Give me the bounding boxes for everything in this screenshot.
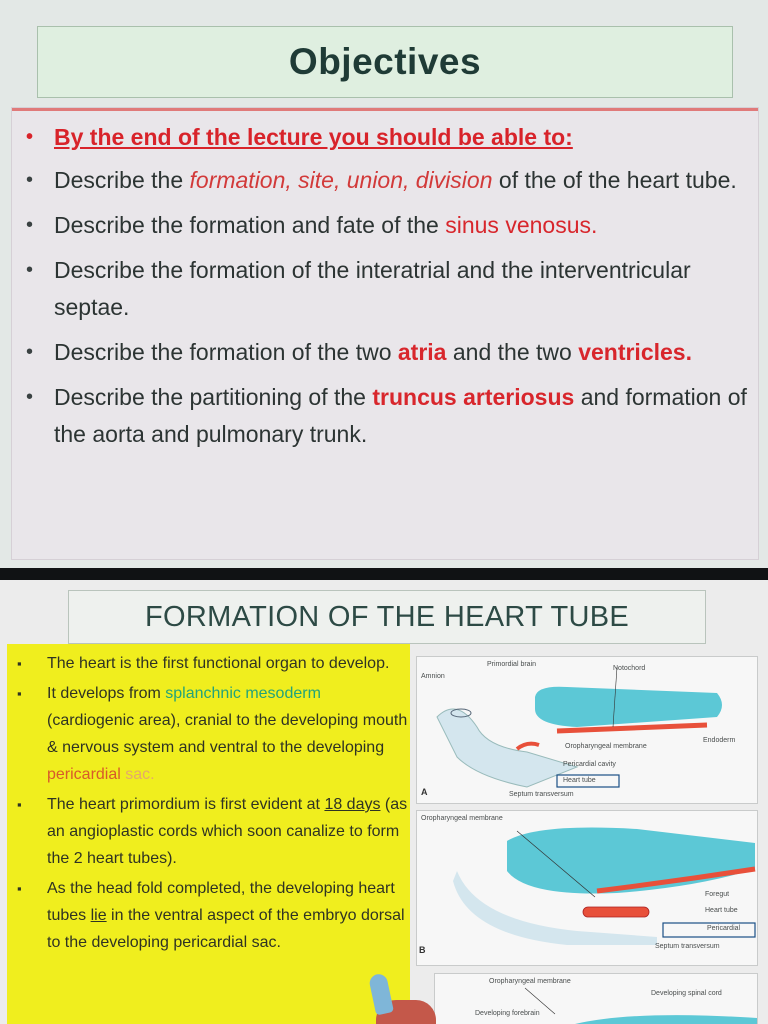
item-highlight: lie (90, 907, 107, 924)
bullet-icon: • (26, 214, 34, 236)
figure-label: Septum transversum (655, 943, 720, 950)
objective-text: of the of the heart tube. (492, 167, 737, 193)
figure-label: Oropharyngeal membrane (565, 743, 647, 750)
heart-tube-list (7, 644, 410, 956)
text-panel (7, 644, 410, 1024)
item-text: It develops from (47, 685, 166, 702)
figure-label: Pericardial (707, 925, 741, 932)
item-text: (cardiogenic area), cranial to the developing mouth & nervous system and ventral to the developing (47, 712, 408, 756)
objectives-content (12, 108, 758, 559)
objectives-list (12, 111, 758, 453)
item-highlight: sac. (120, 766, 155, 783)
item-text: As the head fold completed, the developing heart tubes (47, 880, 395, 924)
bullet-icon: • (26, 169, 34, 191)
list-item (7, 791, 410, 872)
objective-text: and formation of the aorta and pulmonary trunk. (54, 384, 747, 447)
intro-text: By the end of the lecture you should be able to: (54, 124, 573, 150)
brain-shape (507, 828, 755, 894)
objective-item (12, 334, 758, 371)
figure-label: Endoderm (703, 737, 736, 744)
brain-shape (535, 687, 722, 727)
objective-highlight: ventricles. (578, 339, 692, 365)
heart-tube-slide (0, 580, 768, 1024)
figure-label: Septum transversum (509, 791, 574, 798)
item-highlight: splanchnic mesoderm (165, 685, 321, 702)
heart-tube-shape (583, 907, 649, 917)
figure-letter: B (419, 945, 426, 955)
item-text: (as an angioplastic cords which soon canalize to form the 2 heart tubes). (47, 796, 408, 867)
objective-highlight: sinus venosus. (445, 212, 598, 238)
objective-text: Describe the formation and fate of the (54, 212, 446, 238)
item-highlight: pericardial (47, 766, 121, 783)
bullet-icon: ▪ (17, 797, 22, 812)
heart-tube-title-box (68, 590, 706, 644)
list-item (7, 680, 410, 788)
item-highlight: 18 days (324, 796, 381, 813)
objective-text: and the two (446, 339, 579, 365)
figure-b-drawing (417, 811, 757, 965)
objective-item (12, 252, 758, 326)
objective-text: Describe the partitioning of the (54, 384, 373, 410)
list-item (7, 650, 410, 677)
figure-letter: A (421, 787, 428, 797)
heart-tube-title: FORMATION OF THE HEART TUBE (145, 600, 629, 633)
figure-label: Oropharyngeal membrane (489, 978, 571, 985)
bullet-icon: • (26, 259, 34, 281)
item-text: The heart is the first functional organ to develop. (47, 655, 390, 672)
figure-label: Developing spinal cord (651, 990, 722, 997)
objective-text: Describe the formation of the interatrial and the interventricular septae. (54, 257, 691, 320)
bullet-icon: ▪ (17, 686, 22, 701)
embryo-figure-c (434, 973, 758, 1024)
figure-label: Foregut (705, 891, 730, 898)
embryo-figure-a (416, 656, 758, 804)
figure-label: Oropharyngeal membrane (421, 815, 503, 822)
item-text: The heart primordium is first evident at (47, 796, 325, 813)
objective-item (12, 207, 758, 244)
figure-label: Amnion (421, 673, 445, 680)
bullet-icon: • (26, 341, 34, 363)
embryo-figure-b (416, 810, 758, 966)
objective-item (12, 379, 758, 453)
objective-text: Describe the (54, 167, 190, 193)
objectives-title-box (37, 26, 733, 98)
figure-label: Notochord (613, 665, 646, 672)
objectives-intro (12, 119, 758, 156)
objective-item (12, 162, 758, 199)
bullet-icon: • (26, 386, 34, 408)
objective-highlight: truncus arteriosus (372, 384, 575, 410)
brain-shape (575, 1015, 757, 1024)
figure-label: Developing forebrain (475, 1010, 540, 1017)
figure-label: Primordial brain (487, 661, 537, 668)
heart-tube-line (517, 744, 539, 749)
bullet-icon: ▪ (17, 656, 22, 671)
figure-label: Heart tube (563, 777, 596, 784)
objective-highlight: atria (397, 339, 447, 365)
bullet-icon: • (26, 126, 34, 148)
objective-highlight: formation, site, union, division (189, 167, 493, 193)
objectives-title: Objectives (288, 41, 482, 82)
bullet-icon: ▪ (17, 881, 22, 896)
item-text: in the ventral aspect of the embryo dorsal to the developing pericardial sac. (47, 907, 405, 951)
figure-label: Heart tube (705, 907, 738, 914)
list-item (7, 875, 410, 956)
figure-label: Pericardial cavity (563, 761, 616, 768)
objective-text: Describe the formation of the two (54, 339, 398, 365)
